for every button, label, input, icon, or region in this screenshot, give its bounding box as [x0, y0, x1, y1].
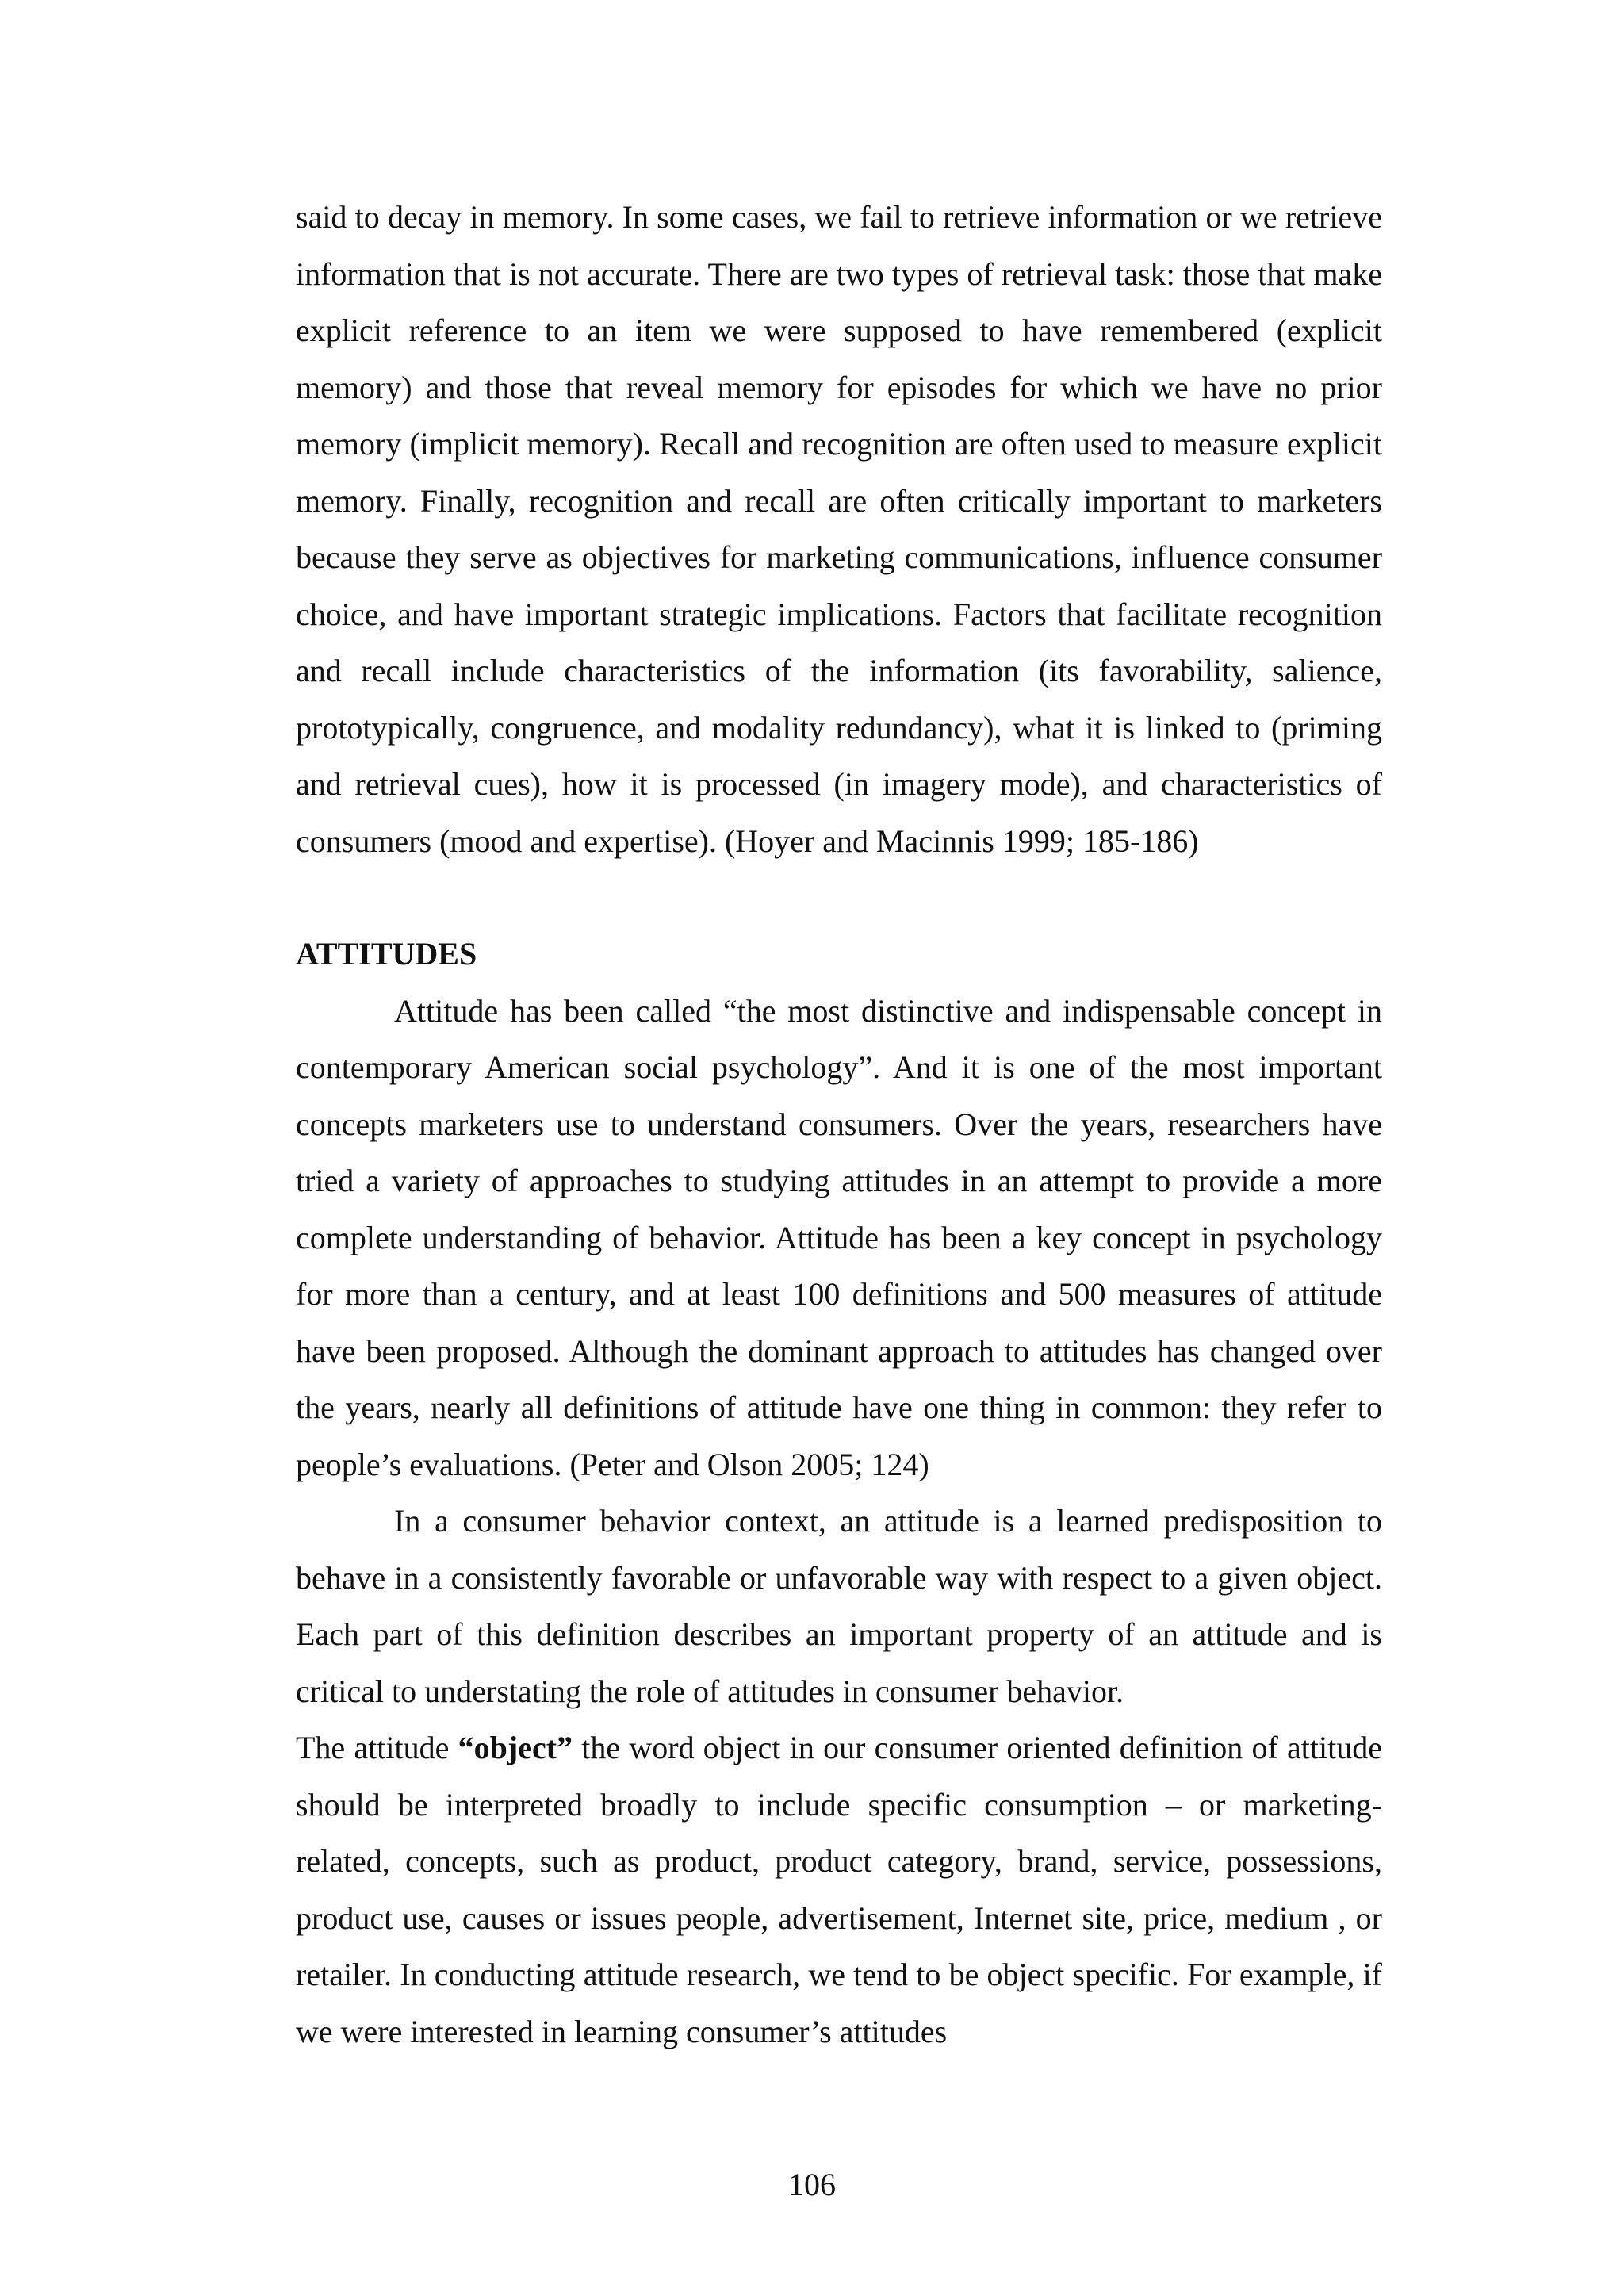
attitudes-paragraph-3 — [296, 1719, 1382, 2060]
paragraph-3-lead: The attitude — [296, 1730, 458, 1765]
paragraph-3-rest: the word object in our consumer oriented definition of attitude should be interpreted broadly to include specific consumption – or marketing- related, concepts, such as product, product category, brand, service, possessions, product use, causes or issues people, advertisement, Internet site, price, medium , or retailer. In conducting attitude research, we tend to be object specific. For example, if we were interested in learning consumer’s attitudes — [296, 1730, 1382, 2049]
attitudes-paragraph-2: In a consumer behavior context, an attitude is a learned predisposition to behave in a consistently favorable or unfavorable way with respect to a given object. Each part of this definition describes an important property of an attitude and is critical to understating the role of attitudes in consumer behavior. — [296, 1503, 1382, 1709]
continuation-paragraph: said to decay in memory. In some cases, we fail to retrieve information or we retrieve information that is not accurate. There are two types of retrieval task: those that make explicit reference to an item we were supposed to have remembered (explicit memory) and those that reveal memory for episodes for which we have no prior memory (implicit memory). Recall and recognition are often used to measure explicit memory. Finally, recognition and recall are often critically important to marketers because they serve as objectives for marketing communications, influence consumer choice, and have important strategic implications. Factors that facilitate recognition and recall include characteristics of the information (its favorability, salience, prototypically, congruence, and modality redundancy), what it is linked to (priming and retrieval cues), how it is processed (in imagery mode), and characteristics of consumers (mood and expertise). (Hoyer and Macinnis 1999; 185-186) — [296, 199, 1382, 859]
page-body — [296, 189, 1382, 2060]
paragraph-3-bold-term: “object” — [458, 1730, 573, 1765]
section-heading: ATTITUDES — [296, 936, 477, 972]
attitudes-paragraph-1: Attitude has been called “the most distinctive and indispensable concept in contemporary American social psychology”. And it is one of the most important concepts marketers use to understand consumers. Over the years, researchers have tried a variety of approaches to studying attitudes in an attempt to provide a more complete understanding of behavior. Attitude has been a key concept in psychology for more than a century, and at least 100 definitions and 500 measures of attitude have been proposed. Although the dominant approach to attitudes has changed over the years, nearly all definitions of attitude have one thing in common: they refer to people’s evaluations. (Peter and Olson 2005; 124) — [296, 992, 1382, 1482]
page-number: 106 — [788, 2167, 836, 2202]
